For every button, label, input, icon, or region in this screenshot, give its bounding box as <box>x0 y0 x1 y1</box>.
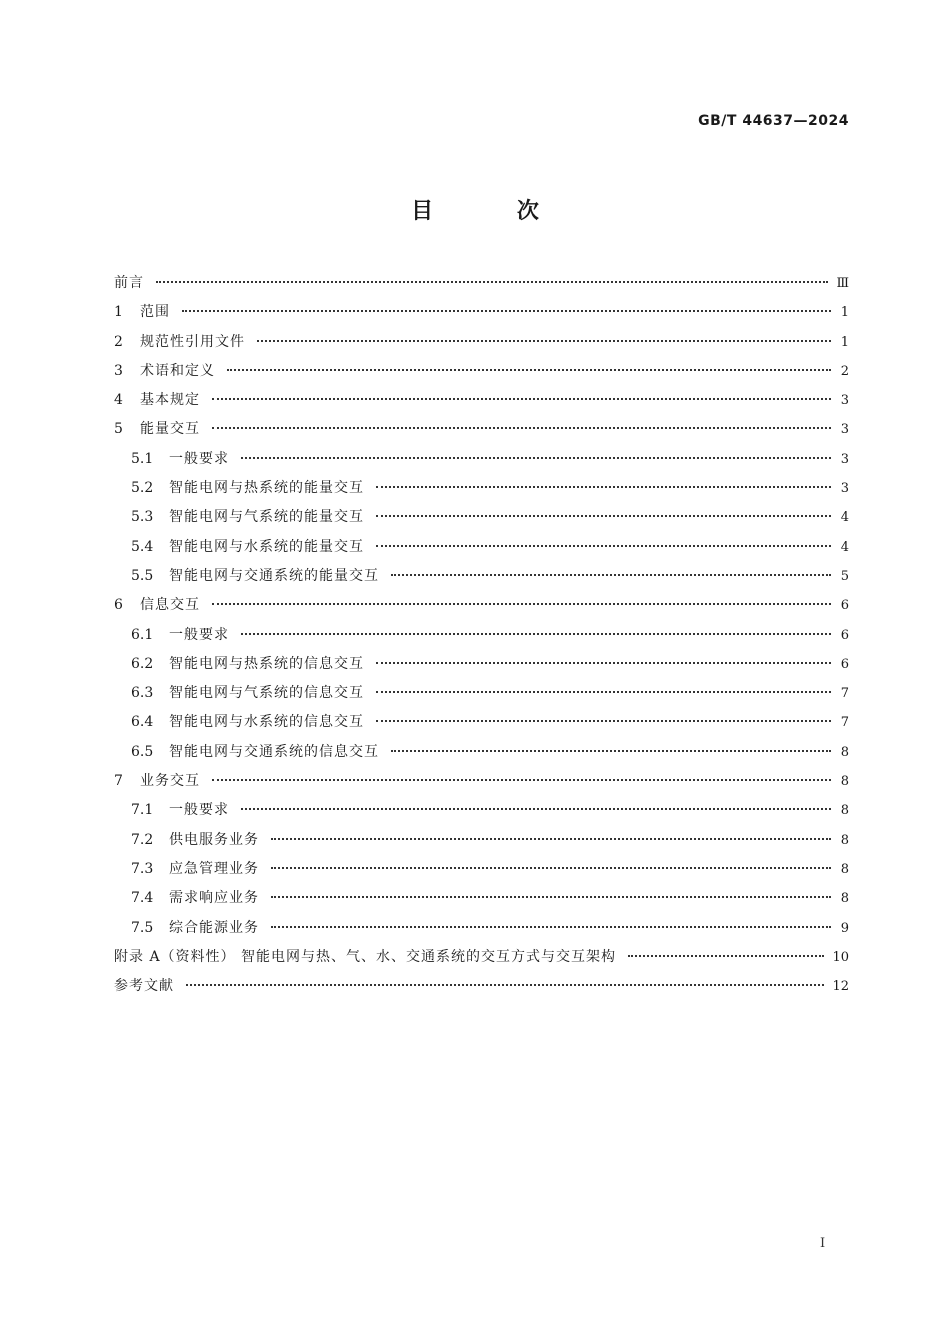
toc-entry-number: 6.1 <box>131 626 154 643</box>
toc-entry-number: 3 <box>114 362 123 379</box>
toc-entry-number: 6.4 <box>131 714 154 731</box>
toc-entry-label: 一般要求 <box>169 450 229 467</box>
toc-entry-number: 7.5 <box>131 919 154 936</box>
toc-entry-number: 5 <box>114 421 123 438</box>
dot-leader <box>156 280 828 283</box>
toc-entry[interactable] <box>114 972 849 1001</box>
toc-entry-number: 4 <box>114 392 123 409</box>
toc-entry[interactable] <box>114 298 849 327</box>
toc-entry[interactable] <box>114 914 849 943</box>
toc-entry-page: 4 <box>840 539 849 555</box>
dot-leader <box>271 925 831 928</box>
toc-entry-label: 信息交互 <box>140 597 200 614</box>
dot-leader <box>241 456 831 459</box>
toc-entry[interactable] <box>114 796 849 825</box>
toc-entry-page: 1 <box>840 305 849 321</box>
toc-entry-label: 综合能源业务 <box>169 919 259 936</box>
toc-entry[interactable] <box>114 562 849 591</box>
toc-entry-page: 9 <box>840 920 849 936</box>
dot-leader <box>212 426 831 429</box>
toc-entry-page: 8 <box>840 744 849 760</box>
toc-entry-label: 能量交互 <box>140 421 200 438</box>
toc-entry-label: 智能电网与热系统的能量交互 <box>169 480 364 497</box>
toc-entry-label: 智能电网与热系统的信息交互 <box>169 655 364 672</box>
toc-entry-label: 智能电网与气系统的能量交互 <box>169 509 364 526</box>
toc-entry-page: 8 <box>840 803 849 819</box>
toc-entry-page: 4 <box>840 510 849 526</box>
toc-entry-page: 6 <box>840 627 849 643</box>
toc-entry-label: 一般要求 <box>169 802 229 819</box>
toc-entry[interactable] <box>114 708 849 737</box>
toc-entry-number: 6.3 <box>131 685 154 702</box>
toc-entry[interactable] <box>114 269 849 298</box>
dot-leader <box>271 895 831 898</box>
toc-entry-label: 范围 <box>140 304 170 321</box>
toc-entry-label: 术语和定义 <box>140 362 215 379</box>
toc-entry-label: 供电服务业务 <box>169 831 259 848</box>
toc-entry-number: 7.4 <box>131 890 154 907</box>
page-number: I <box>820 1236 826 1251</box>
toc-entry-page: 3 <box>840 451 849 467</box>
toc-entry-label: 智能电网与交通系统的信息交互 <box>169 743 379 760</box>
toc-entry-number: 5.1 <box>131 450 154 467</box>
toc-entry-page: 8 <box>840 891 849 907</box>
toc-entry-page: 8 <box>840 774 849 790</box>
toc-entry-page: 8 <box>840 861 849 877</box>
toc-entry-page: 2 <box>840 363 849 379</box>
toc-entry[interactable] <box>114 503 849 532</box>
toc-entry-page: 5 <box>840 568 849 584</box>
toc-entry-page: 3 <box>840 481 849 497</box>
toc-entry-number: 5.2 <box>131 480 154 497</box>
dot-leader <box>376 485 831 488</box>
dot-leader <box>241 632 831 635</box>
toc-entry-page: Ⅲ <box>836 276 849 291</box>
toc-entry-label: 规范性引用文件 <box>140 333 245 350</box>
toc-entry-number: 5.5 <box>131 567 154 584</box>
toc-entry-page: 6 <box>840 656 849 672</box>
toc-entry-page: 10 <box>832 949 849 965</box>
dot-leader <box>376 544 831 547</box>
toc-entry[interactable] <box>114 650 849 679</box>
toc-entry[interactable] <box>114 357 849 386</box>
toc-entry[interactable] <box>114 767 849 796</box>
toc-entry-number: 5.3 <box>131 509 154 526</box>
table-of-contents <box>114 269 849 1001</box>
dot-leader <box>376 514 831 517</box>
toc-entry-number: 6.5 <box>131 743 154 760</box>
toc-entry-label: 智能电网与水系统的能量交互 <box>169 538 364 555</box>
toc-entry[interactable] <box>114 826 849 855</box>
toc-entry-number: 1 <box>114 304 123 321</box>
toc-entry-page: 3 <box>840 393 849 409</box>
toc-entry-number: 7.2 <box>131 831 154 848</box>
dot-leader <box>271 866 831 869</box>
toc-entry-page: 7 <box>840 715 849 731</box>
standard-code: GB/T 44637—2024 <box>698 113 849 129</box>
toc-entry-label: 智能电网与水系统的信息交互 <box>169 714 364 731</box>
toc-entry-number: 7.3 <box>131 860 154 877</box>
toc-entry-page: 7 <box>840 686 849 702</box>
toc-entry[interactable] <box>114 738 849 767</box>
dot-leader <box>227 368 831 371</box>
dot-leader <box>186 983 824 986</box>
toc-entry[interactable] <box>114 533 849 562</box>
dot-leader <box>391 573 831 576</box>
dot-leader <box>628 954 824 957</box>
dot-leader <box>212 602 831 605</box>
toc-entry-label: 业务交互 <box>140 773 200 790</box>
toc-entry[interactable] <box>114 943 849 972</box>
dot-leader <box>391 749 831 752</box>
dot-leader <box>212 397 831 400</box>
toc-entry[interactable] <box>114 591 849 620</box>
dot-leader <box>257 339 831 342</box>
toc-entry[interactable] <box>114 415 849 444</box>
dot-leader <box>376 719 831 722</box>
dot-leader <box>376 661 831 664</box>
toc-entry-label: 基本规定 <box>140 392 200 409</box>
toc-entry-number: 5.4 <box>131 538 154 555</box>
toc-entry[interactable] <box>114 328 849 357</box>
page-title: 目 次 <box>411 199 577 224</box>
toc-entry[interactable] <box>114 445 849 474</box>
dot-leader <box>376 690 831 693</box>
toc-entry-number: 6 <box>114 597 123 614</box>
toc-entry-number: 6.2 <box>131 655 154 672</box>
toc-entry-label: 需求响应业务 <box>169 890 259 907</box>
toc-entry-label: 智能电网与气系统的信息交互 <box>169 685 364 702</box>
toc-entry-page: 8 <box>840 832 849 848</box>
toc-entry-number: 7.1 <box>131 802 154 819</box>
toc-entry-label: 参考文献 <box>114 978 174 995</box>
toc-entry-label: 智能电网与交通系统的能量交互 <box>169 567 379 584</box>
toc-entry-page: 1 <box>840 334 849 350</box>
toc-entry-label: 附录 A（资料性） 智能电网与热、气、水、交通系统的交互方式与交互架构 <box>114 948 617 965</box>
toc-entry[interactable] <box>114 855 849 884</box>
toc-entry-label: 一般要求 <box>169 626 229 643</box>
toc-entry[interactable] <box>114 679 849 708</box>
dot-leader <box>271 837 831 840</box>
toc-entry-number: 2 <box>114 333 123 350</box>
toc-entry-label: 应急管理业务 <box>169 860 259 877</box>
toc-entry-label: 前言 <box>114 275 144 291</box>
toc-entry[interactable] <box>114 474 849 503</box>
toc-entry-page: 12 <box>832 979 849 995</box>
dot-leader <box>182 309 831 312</box>
toc-entry-number: 7 <box>114 773 123 790</box>
dot-leader <box>241 807 831 810</box>
toc-entry[interactable] <box>114 884 849 913</box>
dot-leader <box>212 778 831 781</box>
toc-entry-page: 6 <box>840 598 849 614</box>
toc-entry[interactable] <box>114 386 849 415</box>
toc-entry-page: 3 <box>840 422 849 438</box>
toc-entry[interactable] <box>114 621 849 650</box>
